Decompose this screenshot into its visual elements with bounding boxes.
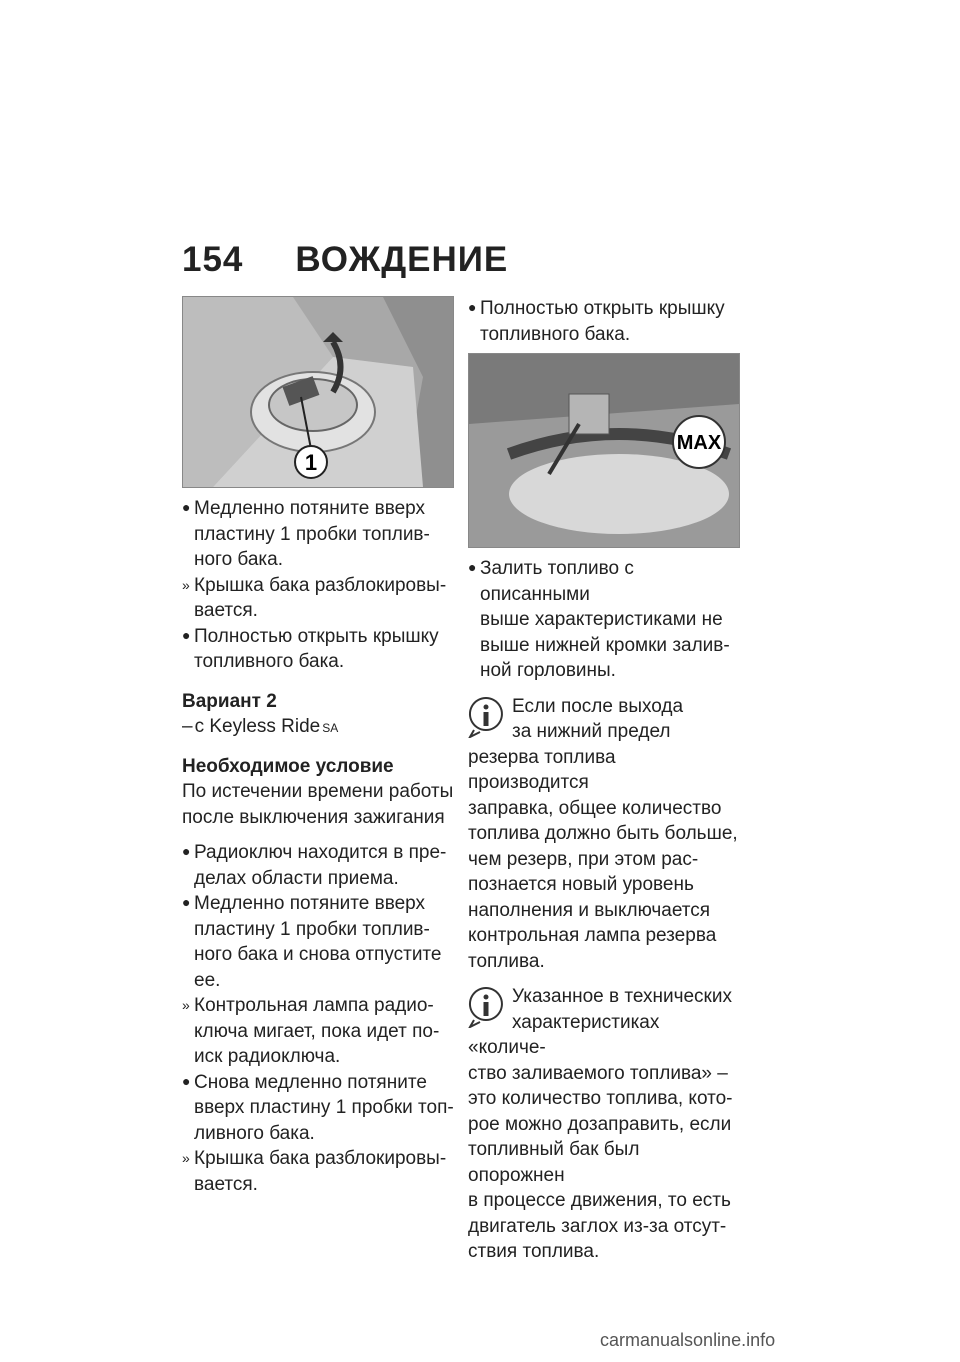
step-item xyxy=(182,1070,454,1147)
steps-list-2 xyxy=(182,840,454,1197)
note-line: топлива. xyxy=(468,950,545,972)
step-item xyxy=(182,624,454,675)
item-line: ключа мигает, пока идет по- xyxy=(194,1020,440,1042)
note-line: познается новый уровень xyxy=(468,874,694,895)
note-line: это количество топлива, кото- xyxy=(468,1088,733,1109)
item-line: Радиоключ находится в пре- xyxy=(194,842,447,863)
item-line: иск радиоключа. xyxy=(194,1046,341,1067)
item-line: топливного бака. xyxy=(480,323,631,345)
info-icon xyxy=(468,986,504,1028)
left-column xyxy=(182,296,454,1197)
bullet-dot-icon: ● xyxy=(182,894,191,910)
result-arrow-icon: » xyxy=(182,997,190,1013)
callout-number: 1 xyxy=(304,450,318,475)
note-line: Если после выхода xyxy=(512,695,684,717)
item-line: выше нижней кромки залив- xyxy=(480,634,730,656)
fuel-tank-figure xyxy=(468,353,740,548)
note-line: за нижний предел xyxy=(512,721,671,742)
item-line: Контрольная лампа радио- xyxy=(194,995,434,1016)
note-2-text xyxy=(468,984,740,1265)
right-column xyxy=(468,296,740,1265)
note-line: топлива должно быть больше, xyxy=(468,823,738,844)
variant-heading xyxy=(182,689,454,715)
item-line: вается. xyxy=(194,600,258,621)
item-line: Крышка бака разблокировы- xyxy=(194,1148,447,1169)
info-note-2 xyxy=(468,984,740,1265)
bullet-dot-icon: ● xyxy=(182,499,191,515)
steps-list-1 xyxy=(182,496,454,675)
result-item xyxy=(182,1146,454,1197)
note-line: двигатель заглох из-за отсут- xyxy=(468,1215,727,1237)
note-line: резерва топлива производится xyxy=(468,746,616,793)
item-line: Снова медленно потяните xyxy=(194,1071,427,1093)
watermark: carmanualsonline.info xyxy=(600,1330,776,1350)
result-arrow-icon: » xyxy=(182,1150,190,1166)
bullet-dot-icon: ● xyxy=(468,299,477,315)
bullet-dot-icon: ● xyxy=(182,626,191,643)
item-line: топливного бака. xyxy=(194,651,345,672)
section-title: ВОЖДЕНИЕ xyxy=(295,240,509,279)
item-line: ного бака. xyxy=(194,549,284,570)
result-item xyxy=(182,993,454,1070)
step-item xyxy=(468,296,740,347)
item-line: ной горловины. xyxy=(480,660,616,681)
variant-sup: SA xyxy=(322,721,339,735)
item-line: выше характеристиками не xyxy=(480,609,723,630)
fuel-cap-figure xyxy=(182,296,454,488)
step-item xyxy=(182,496,454,573)
step-fill xyxy=(468,556,740,684)
note-line: ство заливаемого топлива» – xyxy=(468,1062,728,1084)
dash-icon: – xyxy=(182,716,193,737)
variant-title: Вариант 2 xyxy=(182,690,277,712)
requirement-line: после выключения зажигания xyxy=(182,806,445,828)
note-line: заправка, общее количество xyxy=(468,797,722,819)
note-line: в процессе движения, то есть xyxy=(468,1190,731,1211)
item-line: ного бака и снова отпустите xyxy=(194,944,442,965)
item-line: Залить топливо с описанными xyxy=(480,558,634,605)
bullet-dot-icon: ● xyxy=(468,559,477,575)
max-label: MAX xyxy=(676,432,722,454)
step-open-cap xyxy=(468,296,740,347)
bullet-dot-icon: ● xyxy=(182,843,191,859)
item-line: вается. xyxy=(194,1173,258,1195)
step-item xyxy=(182,891,454,993)
result-item xyxy=(182,573,454,624)
item-line: Медленно потяните вверх xyxy=(194,893,426,914)
item-line: ливного бака. xyxy=(194,1122,315,1144)
item-line: делах области приема. xyxy=(194,867,399,889)
note-1-text xyxy=(468,694,740,975)
note-line: наполнения и выключается xyxy=(468,899,711,921)
item-line: пластину 1 пробки топлив- xyxy=(194,523,430,545)
requirement-title: Необходимое условие xyxy=(182,755,394,777)
requirement-line: По истечении времени работы xyxy=(182,781,454,802)
info-note-1 xyxy=(468,694,740,975)
note-line: рое можно дозаправить, если xyxy=(468,1113,732,1135)
item-line: Полностью открыть крышку xyxy=(480,298,725,319)
item-line: Крышка бака разблокировы- xyxy=(194,574,447,596)
note-line: ствия топлива. xyxy=(468,1241,600,1262)
requirement-text xyxy=(182,779,454,830)
variant-subtitle xyxy=(182,714,454,742)
note-line: контрольная лампа резерва xyxy=(468,925,717,946)
step-item xyxy=(468,556,740,684)
variant-sub: с Keyless Ride xyxy=(194,716,321,737)
item-line: пластину 1 пробки топлив- xyxy=(194,918,430,940)
note-line: характеристиках «количе- xyxy=(468,1011,660,1058)
item-line: вверх пластину 1 пробки топ- xyxy=(194,1097,454,1118)
page-header xyxy=(182,240,508,280)
item-line: Полностью открыть крышку xyxy=(194,625,439,647)
bullet-dot-icon: ● xyxy=(182,1072,191,1089)
note-line: Указанное в технических xyxy=(512,986,732,1007)
step-item xyxy=(182,840,454,891)
page-number: 154 xyxy=(182,240,244,279)
note-line: чем резерв, при этом рас- xyxy=(468,848,699,870)
item-line: Медленно потяните вверх xyxy=(194,498,426,519)
result-arrow-icon: » xyxy=(182,576,190,593)
info-icon xyxy=(468,696,504,738)
note-line: топливный бак был опорожнен xyxy=(468,1139,640,1186)
item-line: ее. xyxy=(194,969,221,991)
